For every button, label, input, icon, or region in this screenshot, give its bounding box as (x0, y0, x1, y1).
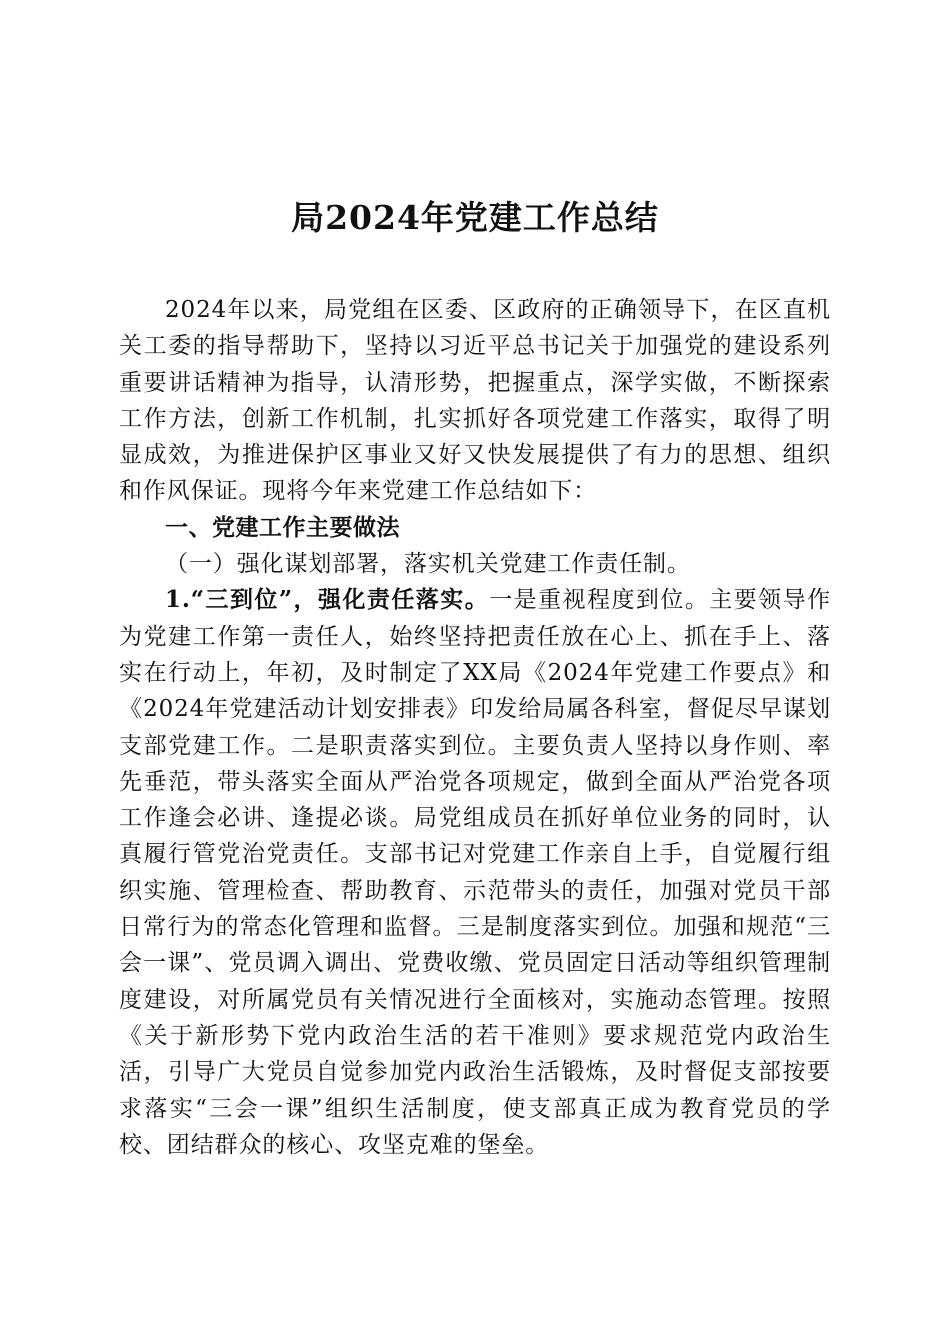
intro-paragraph: 2024年以来，局党组在区委、区政府的正确领导下，在区直机关工委的指导帮助下，坚持以习近平总书记关于加强党的建设系列重要讲话精神为指导，认清形势，把握重点，深学实做，不断探索工作方法，创新工作机制，扎实抓好各项党建工作落实，取得了明显成效，为推进保护区事业又好又快发展提供了有力的思想、组织和作风保证。现将今年来党建工作总结如下： (119, 297, 831, 505)
subsection-heading-1: （一）强化谋划部署，落实机关党建工作责任制。 (165, 551, 691, 578)
point-1-lead: 1.“三到位”，强化责任落实。 (165, 586, 490, 614)
document-body (119, 292, 831, 1163)
section-heading-1: 一、党建工作主要做法 (165, 514, 400, 541)
point-1-text: 一是重视程度到位。主要领导作为党建工作第一责任人，始终坚持把责任放在心上、抓在手上、落实在行动上，年初，及时制定了XX局《2024年党建工作要点》和《2024年党建活动计划安排表》印发给局属各科室，督促尽早谋划支部党建工作。二是职责落实到位。主要负责人坚持以身作则、率先垂范，带头落实全面从严治党各项规定，做到全面从严治党各项工作逢会必讲、逢提必谈。局党组成员在抓好单位业务的同时，认真履行管党治党责任。支部书记对党建工作亲自上手，自觉履行组织实施、管理检查、帮助教育、示范带头的责任，加强对党员干部日常行为的常态化管理和监督。三是制度落实到位。加强和规范“三会一课”、党员调入调出、党费收缴、党员固定日活动等组织管理制度建设，对所属党员有关情况进行全面核对，实施动态管理。按照《关于新形势下党内政治生活的若干准则》要求规范党内政治生活，引导广大党员自觉参加党内政治生活锻炼，及时督促支部按要求落实“三会一课”组织生活制度，使支部真正成为教育党员的学校、团结群众的核心、攻坚克难的堡垒。 (119, 587, 831, 1158)
point-1-paragraph (119, 582, 831, 1163)
document-title: 局2024年党建工作总结 (291, 198, 659, 237)
